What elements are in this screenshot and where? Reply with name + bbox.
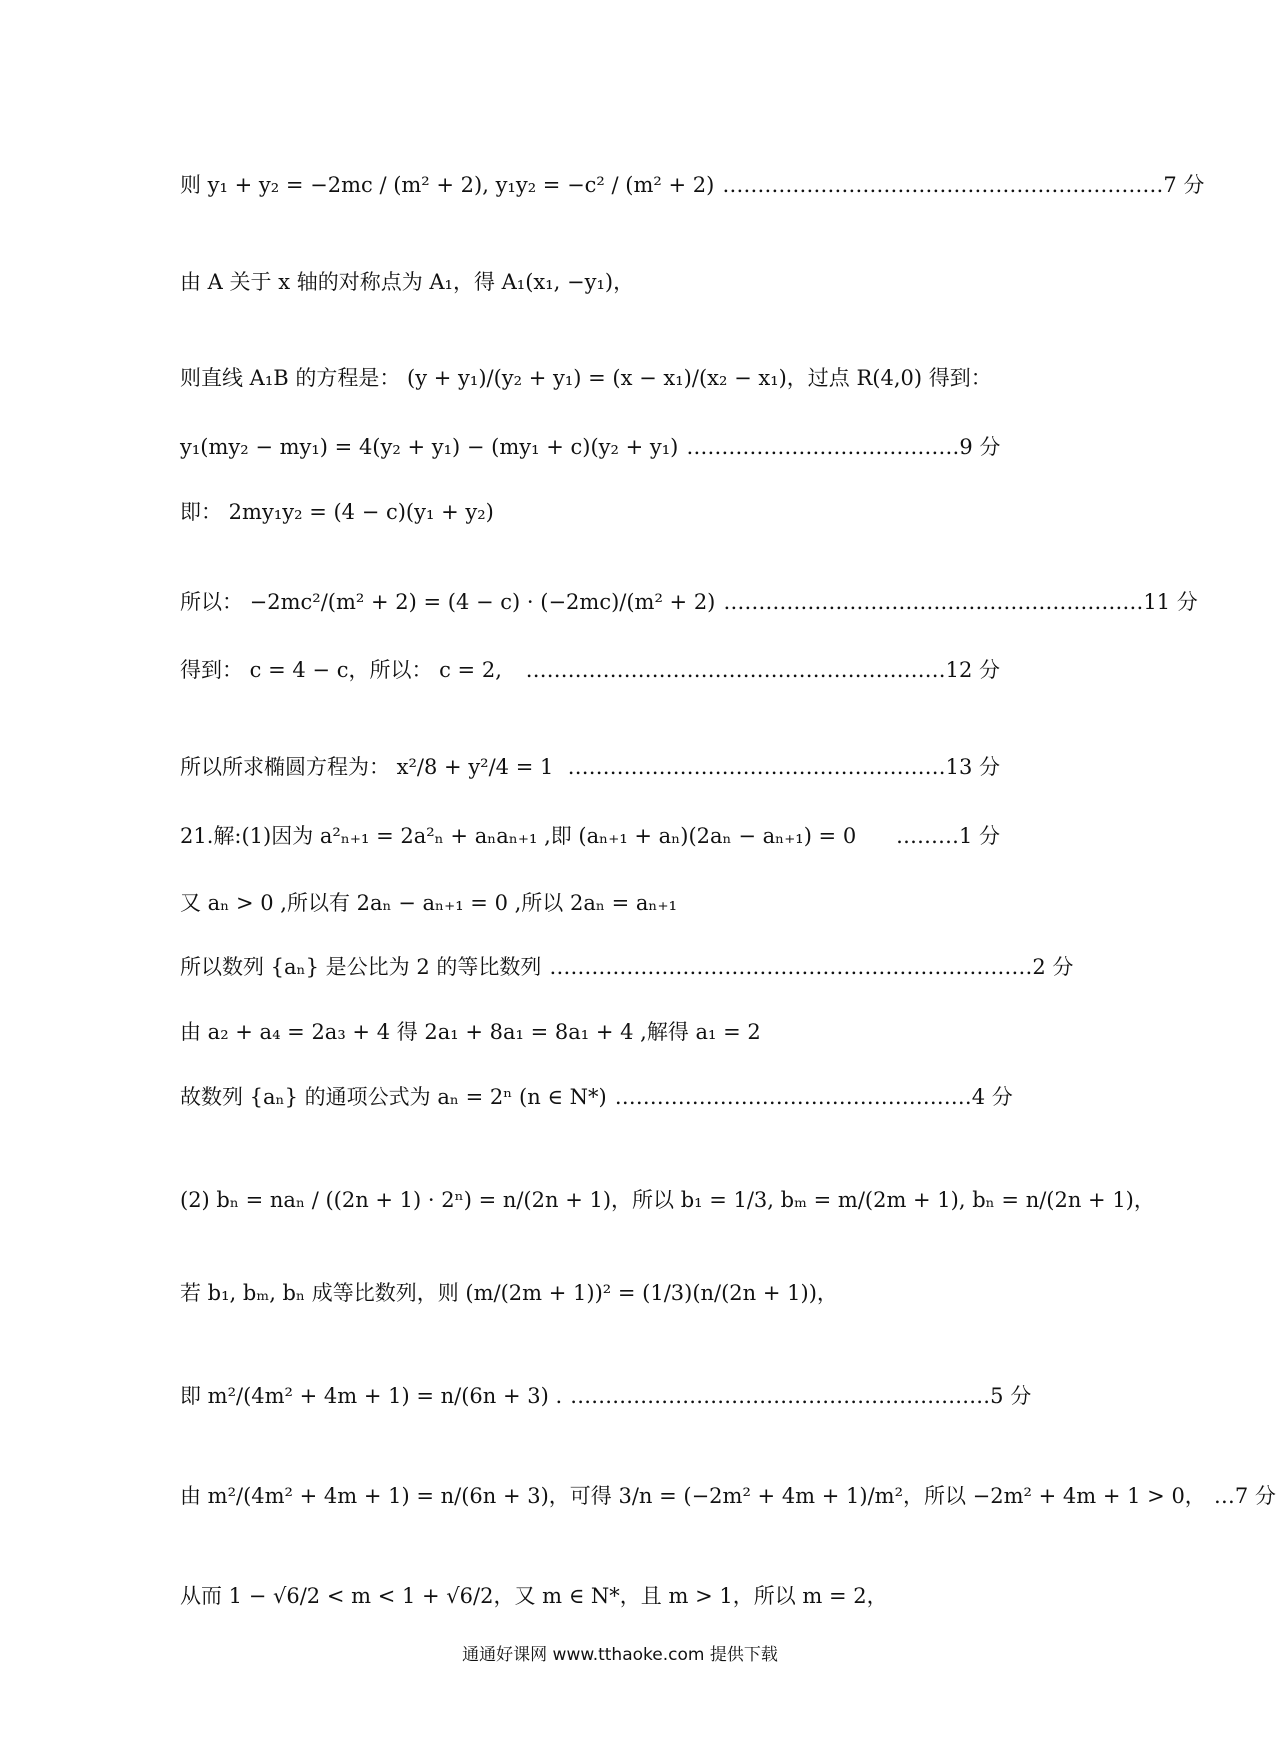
score-mark: ……………………………………………………………2 分 [549, 955, 1074, 979]
line-text: 故数列 {aₙ} 的通项公式为 aₙ = 2ⁿ (n ∈ N*) [180, 1085, 607, 1109]
text-line [180, 173, 1205, 197]
text-line [180, 590, 1198, 614]
score-mark: ……………………………………………4 分 [614, 1085, 1013, 1109]
text-line [180, 272, 1000, 293]
line-text: 则 y₁ + y₂ = −2mc / (m² + 2), y₁y₂ = −c² / (m² + 2) [180, 173, 715, 197]
text-line [180, 955, 1074, 979]
text-line [180, 1085, 1013, 1109]
line-text: 则直线 A₁B 的方程是： (y + y₁)/(y₂ + y₁) = (x − x₁)/(x₂ − x₁)，过点 R(4,0) 得到： [180, 366, 992, 390]
text-line [180, 893, 1000, 914]
score-mark: ……………………………………………………11 分 [723, 590, 1198, 614]
line-text: (2) bₙ = naₙ / ((2n + 1) · 2ⁿ) = n/(2n + 1)，所以 b₁ = 1/3, bₘ = m/(2m + 1), bₙ = n/(2n + 1)， [180, 1188, 1155, 1212]
text-line [180, 368, 1000, 389]
score-mark: ………………………………………………………7 分 [722, 173, 1205, 197]
text-line [180, 1283, 1000, 1304]
line-text: 得到： c = 4 − c，所以： c = 2, [180, 658, 502, 682]
text-line [180, 1484, 1276, 1508]
score-mark: ………1 分 [895, 824, 1000, 848]
line-text: 由 A 关于 x 轴的对称点为 A₁，得 A₁(x₁, −y₁)， [180, 270, 635, 294]
score-mark: …7 分 [1213, 1484, 1276, 1508]
score-mark: ……………………………………………………12 分 [525, 658, 1000, 682]
line-text: 所以数列 {aₙ} 是公比为 2 的等比数列 [180, 955, 542, 979]
score-mark: …………………………………9 分 [686, 435, 1001, 459]
line-text: 即： 2my₁y₂ = (4 − c)(y₁ + y₂) [180, 500, 494, 524]
page-footer: 通通好课网 www.tthaoke.com 提供下载 [462, 1645, 778, 1665]
text-line [180, 660, 1000, 681]
line-text: y₁(my₂ − my₁) = 4(y₂ + y₁) − (my₁ + c)(y₂ + y₁) [180, 435, 679, 459]
text-line [180, 1384, 1032, 1408]
line-text: 从而 1 − √6/2 < m < 1 + √6/2，又 m ∈ N*，且 m > 1，所以 m = 2， [180, 1584, 888, 1608]
line-text: 由 m²/(4m² + 4m + 1) = n/(6n + 3)，可得 3/n = (−2m² + 4m + 1)/m²，所以 −2m² + 4m + 1 > 0， [180, 1484, 1206, 1508]
line-text: 若 b₁, bₘ, bₙ 成等比数列，则 (m/(2m + 1))² = (1/3)(n/(2n + 1))， [180, 1281, 838, 1305]
line-text: 所以： −2mc²/(m² + 2) = (4 − c) · (−2mc)/(m² + 2) [180, 590, 716, 614]
line-text: 即 m²/(4m² + 4m + 1) = n/(6n + 3) . [180, 1384, 563, 1408]
score-mark: ………………………………………………13 分 [567, 755, 1000, 779]
line-text: 21.解:(1)因为 a²ₙ₊₁ = 2a²ₙ + aₙaₙ₊₁ ,即 (aₙ₊₁ + aₙ)(2aₙ − aₙ₊₁) = 0 [180, 824, 857, 848]
line-text: 由 a₂ + a₄ = 2a₃ + 4 得 2a₁ + 8a₁ = 8a₁ + 4 ,解得 a₁ = 2 [180, 1020, 761, 1044]
text-line [180, 826, 1000, 847]
text-line [180, 502, 1000, 523]
line-text: 所以所求椭圆方程为： x²/8 + y²/4 = 1 [180, 755, 554, 779]
text-line [180, 1586, 1000, 1607]
text-line [180, 757, 1000, 778]
line-text: 又 aₙ > 0 ,所以有 2aₙ − aₙ₊₁ = 0 ,所以 2aₙ = aₙ₊₁ [180, 891, 677, 915]
text-line [180, 437, 1000, 458]
text-line [180, 1022, 1000, 1043]
text-line [180, 1188, 1155, 1212]
score-mark: ……………………………………………………5 分 [570, 1384, 1032, 1408]
